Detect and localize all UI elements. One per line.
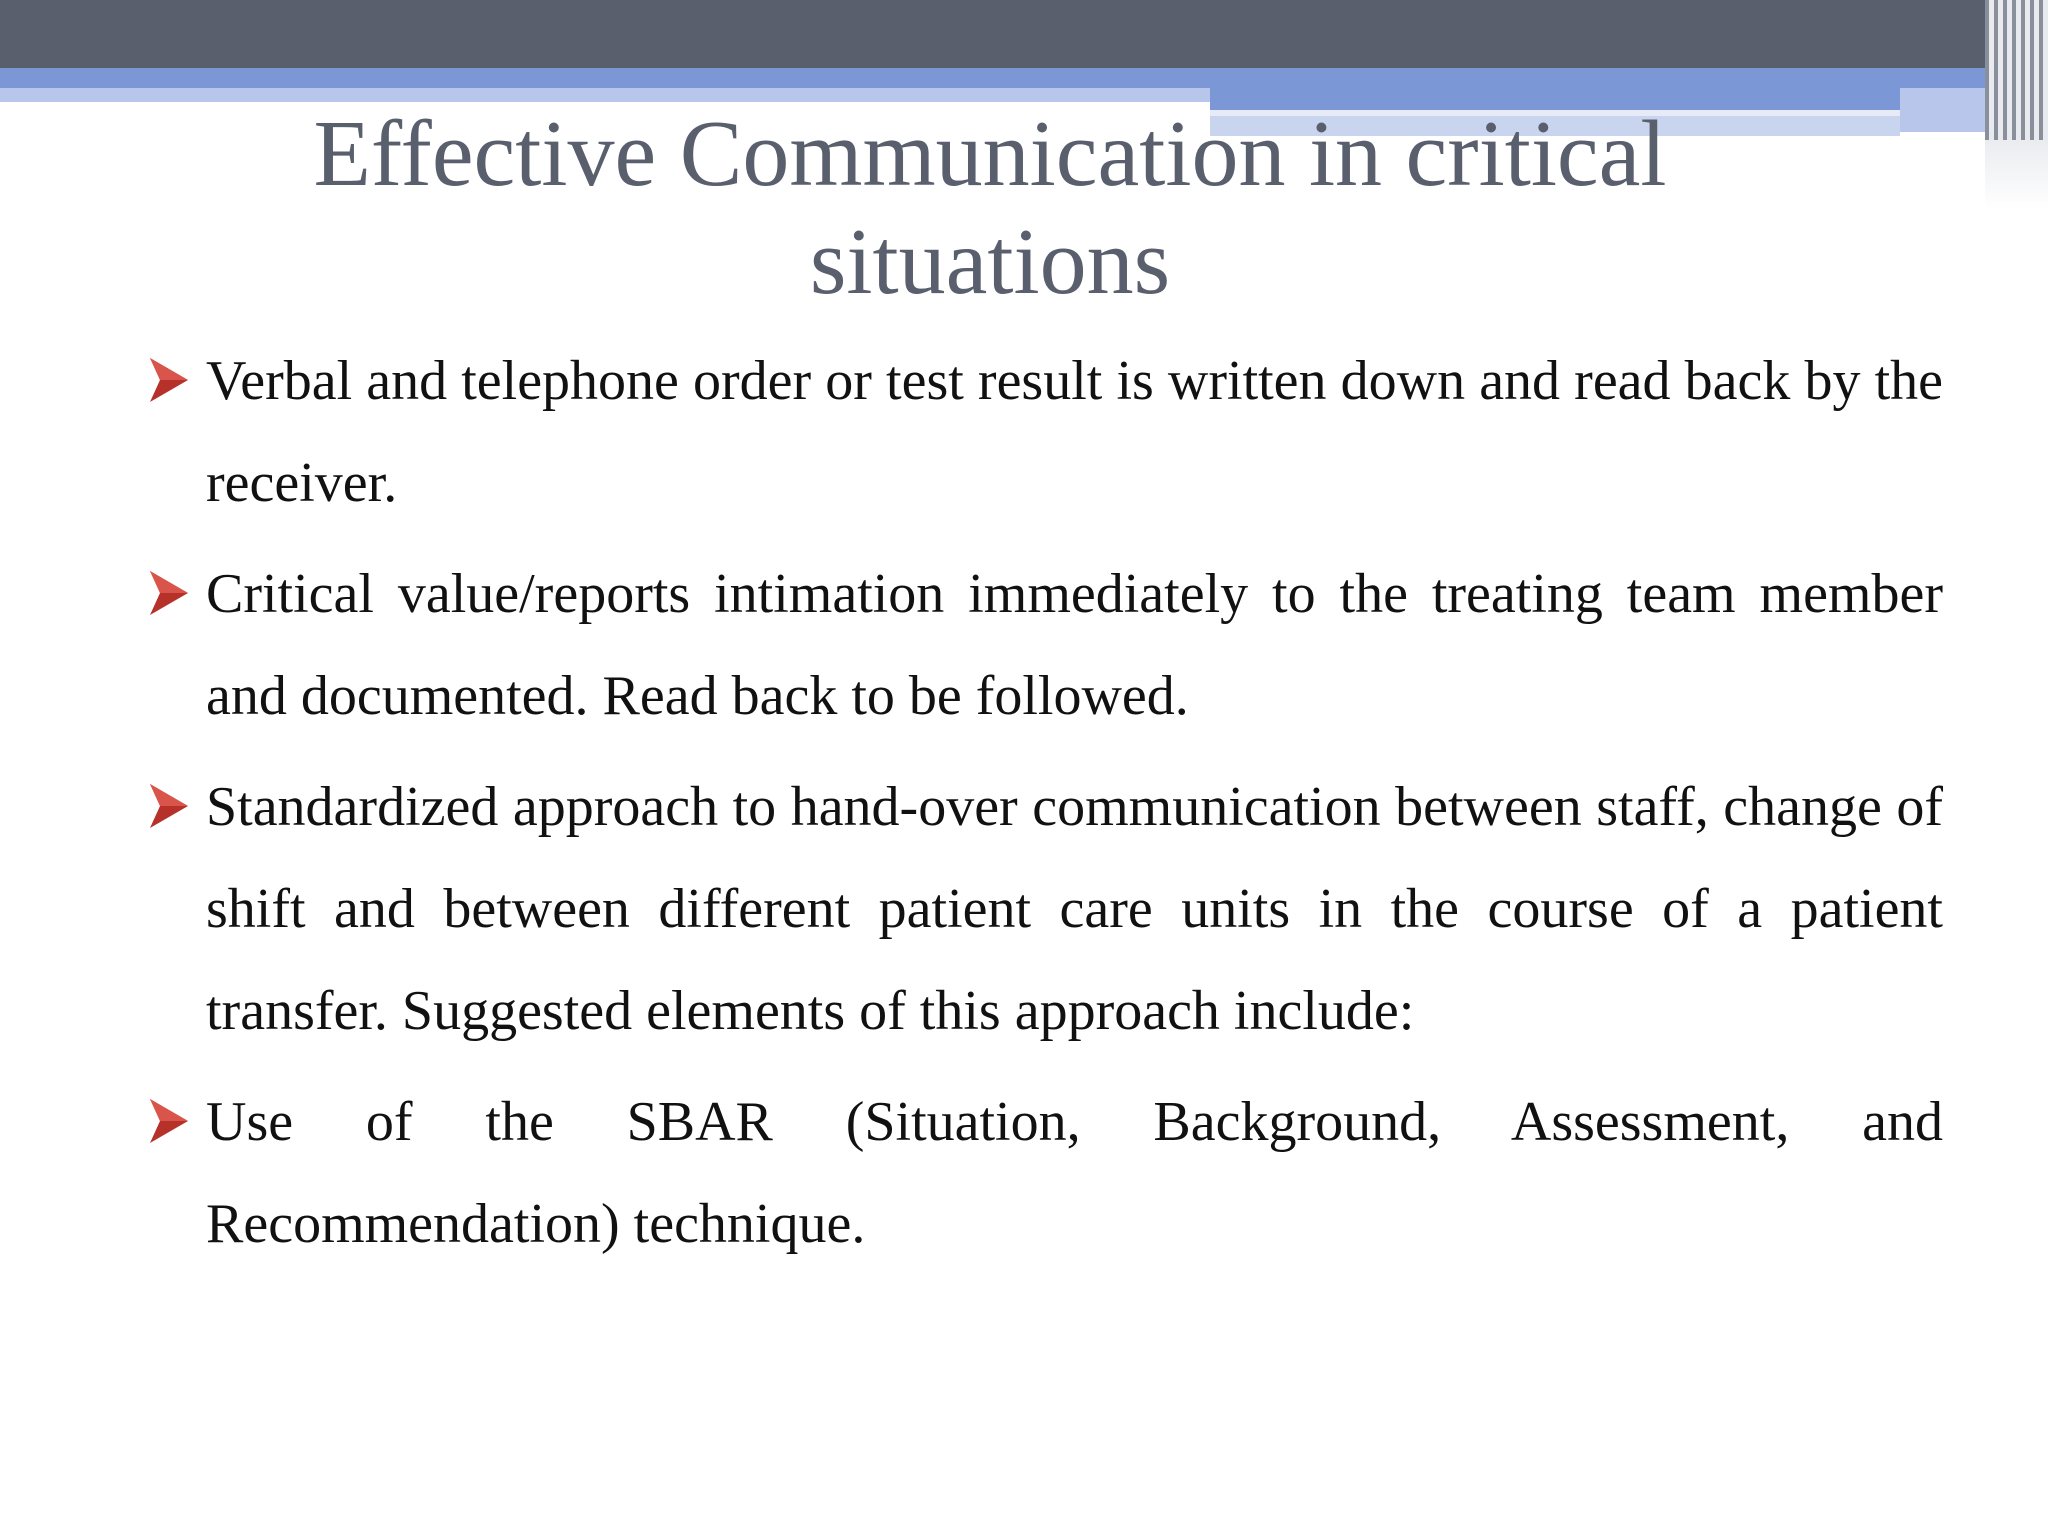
bullet-list xyxy=(148,330,1943,1284)
bullet-item xyxy=(148,756,1943,1062)
arrowhead-bullet-icon xyxy=(148,567,190,619)
bullet-text: Use of the SBAR (Situation, Background, Assessment, and Recommendation) technique. xyxy=(206,1091,1943,1255)
bullet-text: Verbal and telephone order or test result is written down and read back by the receiver. xyxy=(206,350,1943,514)
bullet-item xyxy=(148,543,1943,747)
slide-title: Effective Communication in critical situations xyxy=(313,102,1667,314)
header-stripes-fade xyxy=(1985,140,2048,210)
header-blue-band xyxy=(0,68,2000,88)
bullet-item xyxy=(148,1071,1943,1275)
header-dark-band xyxy=(0,0,2048,68)
arrowhead-bullet-icon xyxy=(148,1095,190,1147)
bullet-text: Standardized approach to hand-over communication between staff, change of shift and between different patient care units in the course of a patient transfer. Suggested elements of this approach include: xyxy=(206,776,1943,1042)
arrowhead-bullet-icon xyxy=(148,354,190,406)
bullet-item xyxy=(148,330,1943,534)
bullet-text: Critical value/reports intimation immediately to the treating team member and documented. Read back to be followed. xyxy=(206,563,1943,727)
header-stripes xyxy=(1985,0,2048,140)
arrowhead-bullet-icon xyxy=(148,780,190,832)
